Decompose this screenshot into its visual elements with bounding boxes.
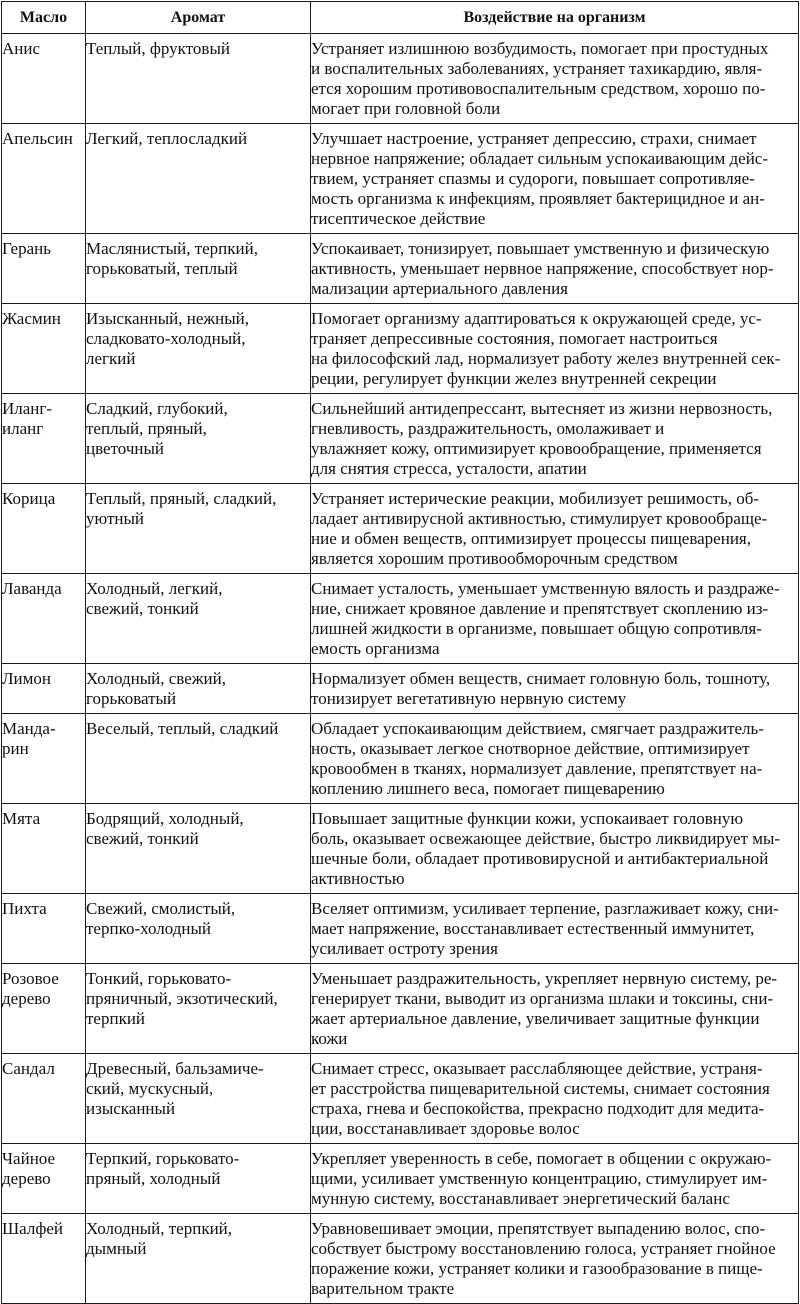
oil-name-cell: Жасмин [2, 304, 86, 394]
oil-name-cell: Мята [2, 804, 86, 894]
oil-aroma-cell: Древесный, бальзамиче- ский, мускусный, изысканный [86, 1054, 311, 1144]
oil-name-cell: Апельсин [2, 124, 86, 234]
oil-aroma-cell: Легкий, теплосладкий [86, 124, 311, 234]
oil-effect-cell: Сильнейший антидепрессант, вытесняет из жизни нервозность, гневливость, раздражительность, омолаживает и увлажняет кожу, оптимизирует кровообращение, применяется для снятия стресса, усталости, апатии [311, 394, 799, 484]
oil-effect-cell: Снимает стресс, оказывает расслабляющее действие, устраня- ет расстройства пищеварительной системы, снимает состояния страха, гнева и беспокойства, прекрасно подходит для медита- ции, восстанавливает здоровье волос [311, 1054, 799, 1144]
oil-aroma-cell: Холодный, терпкий, дымный [86, 1214, 311, 1304]
oil-aroma-cell: Теплый, фруктовый [86, 34, 311, 124]
oil-effect-cell: Повышает защитные функции кожи, успокаивает головную боль, оказывает освежающее действие, быстро ликвидирует мы- шечные боли, обладает противовирусной и антибактериальной активностью [311, 804, 799, 894]
oil-aroma-cell: Свежий, смолистый, терпко-холодный [86, 894, 311, 964]
oil-effect-cell: Уменьшает раздражительность, укрепляет нервную систему, ре- генерирует ткани, выводит из организма шлаки и токсины, сни- жает артериальное давление, увеличивает защитные функции кожи [311, 964, 799, 1054]
table-row [2, 484, 799, 574]
table-row [2, 1214, 799, 1304]
essential-oils-table [1, 1, 799, 1304]
oil-name-cell: Корица [2, 484, 86, 574]
oil-effect-cell: Устраняет истерические реакции, мобилизует решимость, об- ладает антивирусной активностью, стимулирует кровообраще- ние и обмен веществ, оптимизирует процессы пищеварения, является хорошим противообморочным средством [311, 484, 799, 574]
oil-aroma-cell: Сладкий, глубокий, теплый, пряный, цветочный [86, 394, 311, 484]
table-row [2, 894, 799, 964]
oil-name-cell: Лимон [2, 664, 86, 714]
table-row [2, 714, 799, 804]
oil-effect-cell: Обладает успокаивающим действием, смягчает раздражитель- ность, оказывает легкое снотворное действие, оптимизирует кровообмен в тканях, нормализует давление, препятствует на- коплению лишнего веса, помогает пищеварению [311, 714, 799, 804]
oil-effect-cell: Успокаивает, тонизирует, повышает умственную и физическую активность, уменьшает нервное напряжение, способствует нор- мализации артериального давления [311, 234, 799, 304]
header-effect: Воздействие на организм [311, 2, 799, 34]
table-row [2, 574, 799, 664]
table-row [2, 124, 799, 234]
oil-effect-cell: Нормализует обмен веществ, снимает головную боль, тошноту, тонизирует вегетативную нервную систему [311, 664, 799, 714]
oil-name-cell: Пихта [2, 894, 86, 964]
oil-aroma-cell: Тонкий, горьковато- пряничный, экзотический, терпкий [86, 964, 311, 1054]
table-row [2, 804, 799, 894]
table-row [2, 1054, 799, 1144]
oil-effect-cell: Укрепляет уверенность в себе, помогает в общении с окружаю- щими, усиливает умственную концентрацию, стимулирует им- мунную систему, восстанавливает энергетический баланс [311, 1144, 799, 1214]
oil-aroma-cell: Веселый, теплый, сладкий [86, 714, 311, 804]
table-row [2, 234, 799, 304]
oil-effect-cell: Снимает усталость, уменьшает умственную вялость и раздраже- ние, снижает кровяное давление и препятствует скоплению из- лишней жидкости в организме, повышает общую сопротивля- емость организма [311, 574, 799, 664]
oil-aroma-cell: Теплый, пряный, сладкий, уютный [86, 484, 311, 574]
table-body [2, 34, 799, 1304]
oil-aroma-cell: Изысканный, нежный, сладковато-холодный, легкий [86, 304, 311, 394]
oil-aroma-cell: Терпкий, горьковато- пряный, холодный [86, 1144, 311, 1214]
oil-aroma-cell: Маслянистый, терпкий, горьковатый, теплый [86, 234, 311, 304]
oil-effect-cell: Устраняет излишнюю возбудимость, помогает при простудных и воспалительных заболеваниях, устраняет тахикардию, явля- ется хорошим противовоспалительным средством, хорошо по- могает при головной боли [311, 34, 799, 124]
table-row [2, 34, 799, 124]
oil-effect-cell: Помогает организму адаптироваться к окружающей среде, ус- траняет депрессивные состояния, помогает настроиться на философский лад, нормализует работу желез внутренней сек- реции, регулирует функции желез внутренней секреции [311, 304, 799, 394]
oil-aroma-cell: Бодрящий, холодный, свежий, тонкий [86, 804, 311, 894]
oil-name-cell: Лаванда [2, 574, 86, 664]
oil-effect-cell: Улучшает настроение, устраняет депрессию, страхи, снимает нервное напряжение; обладает сильным успокаивающим дейс- твием, устраняет спазмы и судороги, повышает сопротивляе- мость организма к инфекциям, проявляет бактерицидное и ан- тисептическое действие [311, 124, 799, 234]
oil-aroma-cell: Холодный, легкий, свежий, тонкий [86, 574, 311, 664]
oil-name-cell: Шалфей [2, 1214, 86, 1304]
oil-name-cell: Анис [2, 34, 86, 124]
oil-name-cell: Манда- рин [2, 714, 86, 804]
table-row [2, 304, 799, 394]
oil-name-cell: Чайное дерево [2, 1144, 86, 1214]
oil-name-cell: Сандал [2, 1054, 86, 1144]
oil-name-cell: Герань [2, 234, 86, 304]
table-row [2, 964, 799, 1054]
oil-name-cell: Розовое дерево [2, 964, 86, 1054]
table-row [2, 1144, 799, 1214]
table-header-row [2, 2, 799, 34]
header-oil: Масло [2, 2, 86, 34]
table-row [2, 664, 799, 714]
oil-effect-cell: Уравновешивает эмоции, препятствует выпадению волос, спо- собствует быстрому восстановлению голоса, устраняет гнойное поражение кожи, устраняет колики и газообразование в пище- варительном тракте [311, 1214, 799, 1304]
oil-name-cell: Иланг- иланг [2, 394, 86, 484]
oil-aroma-cell: Холодный, свежий, горьковатый [86, 664, 311, 714]
oil-effect-cell: Вселяет оптимизм, усиливает терпение, разглаживает кожу, сни- мает напряжение, восстанавливает естественный иммунитет, усиливает остроту зрения [311, 894, 799, 964]
table-row [2, 394, 799, 484]
header-aroma: Аромат [86, 2, 311, 34]
